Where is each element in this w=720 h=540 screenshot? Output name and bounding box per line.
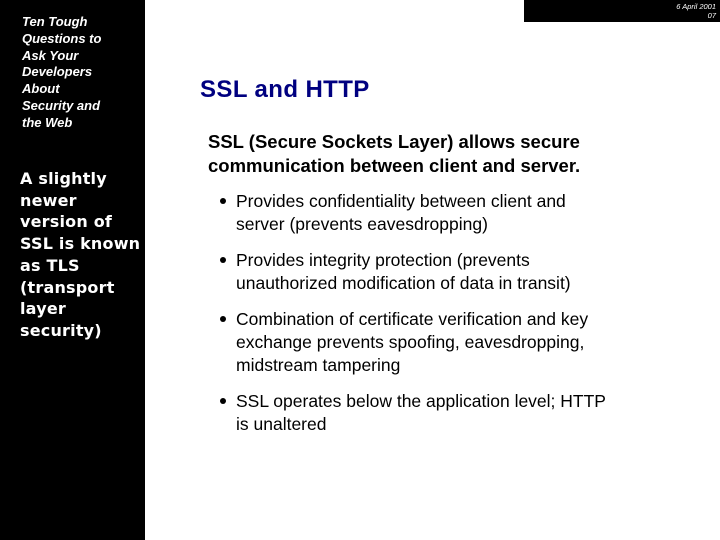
bullet-line: server (prevents eavesdropping)	[236, 214, 488, 234]
slide-intro	[208, 130, 678, 178]
bullet-item	[214, 190, 654, 236]
sidebar-note-line: layer	[20, 299, 66, 319]
presentation-title-line: Ask Your	[22, 47, 79, 63]
sidebar-note-line: SSL is known	[20, 234, 141, 254]
sidebar-note-line: (transport	[20, 277, 115, 297]
bullet-item	[214, 249, 654, 295]
sidebar-note-line: security)	[20, 320, 102, 340]
date-line: 6 April 2001	[676, 2, 716, 11]
bullet-line: Provides integrity protection (prevents	[236, 250, 530, 270]
sidebar	[0, 0, 145, 540]
slide-intro-line: SSL (Secure Sockets Layer) allows secure	[208, 131, 580, 152]
bullet-line: exchange prevents spoofing, eavesdropping,	[236, 332, 585, 352]
bullet-icon	[220, 398, 226, 404]
presentation-title-line: the Web	[22, 114, 73, 130]
sidebar-note	[20, 168, 142, 342]
date-text	[676, 2, 716, 20]
presentation-title-line: About	[22, 81, 60, 97]
bullet-item	[214, 308, 654, 377]
sidebar-note-line: as TLS	[20, 255, 80, 275]
slide-title: SSL and HTTP	[200, 76, 370, 103]
presentation-title-line: Developers	[22, 64, 93, 80]
bullet-item	[214, 390, 654, 436]
bullet-line: Provides confidentiality between client and	[236, 191, 566, 211]
bullet-icon	[220, 257, 226, 263]
sidebar-note-line: A slightly	[20, 169, 107, 188]
bullet-line: unauthorized modification of data in transit)	[236, 273, 571, 293]
date-stamp	[524, 0, 720, 22]
sidebar-note-line: version of	[20, 212, 113, 232]
bullet-line: SSL operates below the application level; HTTP	[236, 391, 606, 411]
presentation-title	[22, 14, 137, 132]
presentation-title-line: Security and	[22, 97, 101, 113]
bullet-icon	[220, 198, 226, 204]
bullet-list	[214, 190, 654, 449]
bullet-icon	[220, 316, 226, 322]
sidebar-note-line: newer	[20, 190, 77, 210]
bullet-line: Combination of certificate verification and key	[236, 309, 589, 329]
presentation-title-line: Ten Tough	[22, 14, 88, 29]
presentation-title-line: Questions to	[22, 30, 102, 46]
bullet-line: midstream tampering	[236, 355, 401, 375]
page-number: 07	[707, 11, 716, 20]
bullet-line: is unaltered	[236, 414, 327, 434]
slide-intro-line: communication between client and server.	[208, 155, 581, 176]
